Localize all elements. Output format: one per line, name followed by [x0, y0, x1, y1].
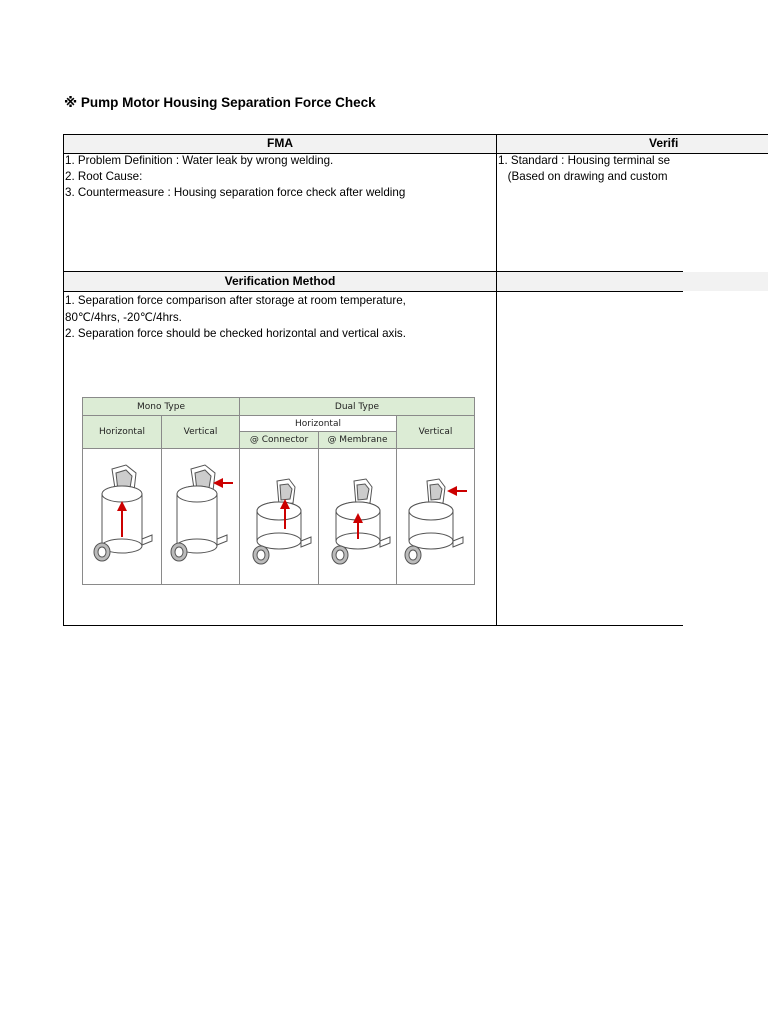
verification-header-text: Verifi — [649, 136, 679, 150]
verification-header-2 — [497, 272, 768, 291]
grid-line — [63, 134, 64, 626]
fma-body — [64, 153, 496, 271]
verification-body — [497, 153, 768, 271]
grid-line — [63, 291, 683, 292]
grid-line — [63, 271, 683, 272]
mono-type-header: Mono Type — [82, 397, 240, 416]
verification-line-1: 1. Standard : Housing terminal se — [498, 154, 671, 167]
mono-pump-vertical-drawing — [167, 461, 237, 569]
grid-line — [496, 134, 497, 626]
dual-pump-vertical-drawing — [401, 477, 471, 572]
at-connector-header: @ Connector — [239, 431, 319, 449]
grid-line — [497, 134, 768, 135]
dual-horizontal-header: Horizontal — [239, 415, 397, 432]
fma-header: FMA — [63, 134, 497, 153]
page-title: ※ Pump Motor Housing Separation Force Check — [64, 95, 376, 110]
fma-line-2: 2. Root Cause: — [65, 170, 143, 183]
mono-vertical-header: Vertical — [161, 415, 240, 449]
method-line-1: 1. Separation force comparison after storage at room temperature, — [65, 294, 406, 307]
grid-line — [63, 625, 683, 626]
dual-vertical-header: Vertical — [396, 415, 475, 449]
fma-line-3: 3. Countermeasure : Housing separation force check after welding — [65, 186, 406, 199]
dual-type-header: Dual Type — [239, 397, 475, 416]
grid-line — [63, 134, 497, 135]
fma-line-1: 1. Problem Definition : Water leak by wrong welding. — [65, 154, 334, 167]
mono-horizontal-header: Horizontal — [82, 415, 162, 449]
at-membrane-header: @ Membrane — [318, 431, 397, 449]
grid-line — [497, 153, 768, 154]
method-line-2: 80℃/4hrs, -20℃/4hrs. — [65, 311, 182, 324]
grid-line — [63, 153, 497, 154]
method-body — [64, 291, 496, 361]
method-line-3: 2. Separation force should be checked horizontal and vertical axis. — [65, 327, 406, 340]
verification-header — [497, 134, 768, 153]
verification-line-2: (Based on drawing and custom — [498, 170, 668, 183]
verification-method-header: Verification Method — [63, 272, 497, 291]
mono-pump-horizontal-drawing — [88, 461, 158, 569]
force-check-figure — [82, 397, 475, 585]
dual-pump-membrane-drawing — [324, 477, 394, 572]
dual-pump-connector-drawing — [245, 477, 315, 572]
